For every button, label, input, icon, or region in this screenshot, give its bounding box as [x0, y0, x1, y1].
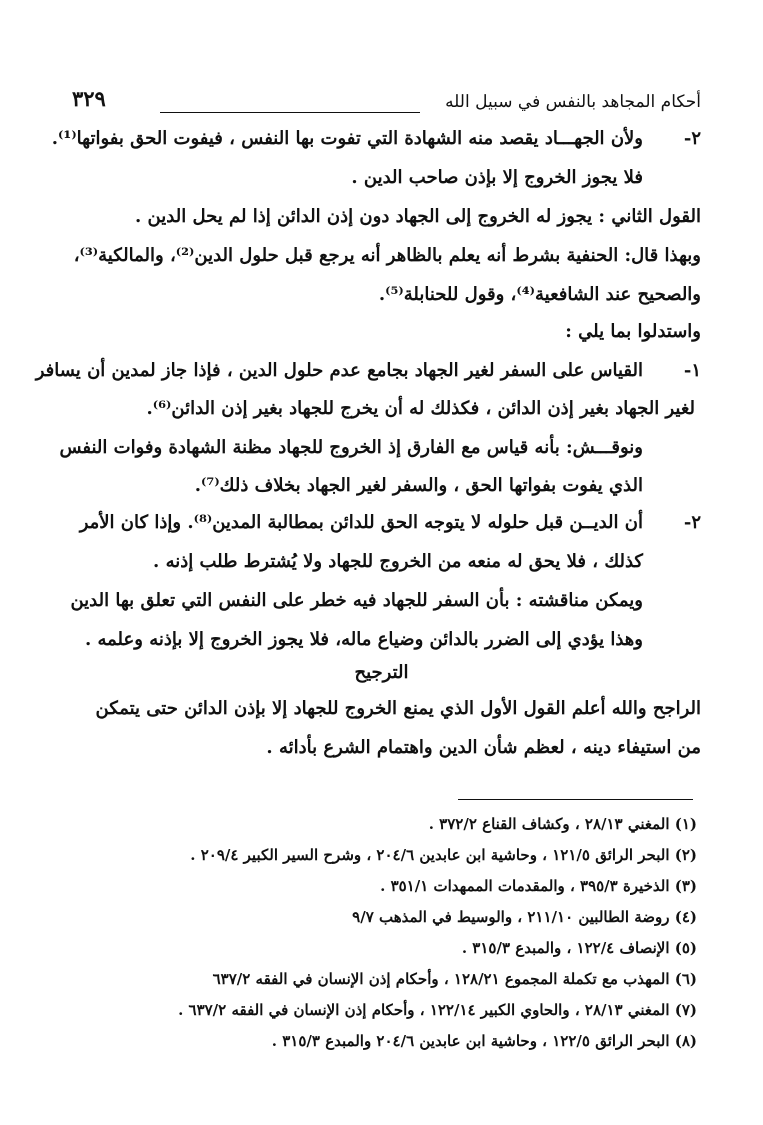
footnote-3: (٣) الذخيرة ٣٩٥/٣ ، والمقدمات الممهدات ٣٥١/١ .: [380, 877, 697, 895]
item-2-line-1: ولأن الجهـــاد يقصد منه الشهادة التي تفوت بها النفس ، فيفوت الحق بفواتها⁽¹⁾.: [51, 128, 643, 149]
running-header-title: أحكام المجاهد بالنفس في سبيل الله: [445, 92, 701, 112]
second-opinion-line-1: القول الثاني : يجوز له الخروج إلى الجهاد دون إذن الدائن إذا لم يحل الدين .: [135, 206, 701, 227]
evidence-2-number: ٢-: [683, 512, 701, 533]
footnote-8: (٨) البحر الرائق ١٢٢/٥ ، وحاشية ابن عابدين ٢٠٤/٦ والمبدع ٣١٥/٣ .: [271, 1032, 697, 1050]
header-rule: [160, 112, 420, 113]
footnote-6: (٦) المهذب مع تكملة المجموع ١٢٨/٢١ ، وأحكام إذن الإنسان في الفقه ٦٣٧/٢: [212, 970, 697, 988]
evidence-1-line-3: ونوقـــش: بأنه قياس مع الفارق إذ الخروج للجهاد مظنة الشهادة وفوات النفس: [59, 437, 643, 458]
evidence-2-line-4: وهذا يؤدي إلى الضرر بالدائن وضياع ماله، فلا يجوز الخروج إلا بإذنه وعلمه .: [84, 629, 643, 650]
footnote-1: (١) المغني ٢٨/١٣ ، وكشاف القناع ٣٧٢/٢ .: [428, 815, 697, 833]
evidence-2-line-3: ويمكن مناقشته : بأن السفر للجهاد فيه خطر على النفس التي تعلق بها الدين: [70, 590, 643, 611]
second-opinion-line-3: والصحيح عند الشافعية⁽⁴⁾، وقول للحنابلة⁽⁵⁾.: [378, 284, 701, 305]
evidence-2-line-2: كذلك ، فلا يحق له منعه من الخروج للجهاد ولا يُشترط طلب إذنه .: [153, 551, 643, 572]
footnote-2: (٢) البحر الرائق ١٢١/٥ ، وحاشية ابن عابدين ٢٠٤/٦ ، وشرح السير الكبير ٢٠٩/٤ .: [190, 846, 697, 864]
footnote-7: (٧) المغني ٢٨/١٣ ، والحاوي الكبير ١٢٢/١٤ ، وأحكام إذن الإنسان في الفقه ٦٣٧/٢ .: [178, 1001, 697, 1019]
second-opinion-line-2: وبهذا قال: الحنفية بشرط أنه يعلم بالظاهر أنه يرجع قبل حلول الدين⁽²⁾، والمالكية⁽³⁾،: [73, 245, 701, 266]
item-2-line-2: فلا يجوز الخروج إلا بإذن صاحب الدين .: [351, 167, 643, 188]
evidence-1-line-2: لغير الجهاد بغير إذن الدائن ، فكذلك له أن يخرج للجهاد بغير إذن الدائن⁽⁶⁾.: [146, 398, 695, 419]
tarjih-heading: الترجيح: [354, 662, 409, 683]
tarjih-line-1: الراجح والله أعلم القول الأول الذي يمنع الخروج للجهاد إلا بإذن الدائن حتى يتمكن: [95, 698, 701, 719]
evidence-1-line-1: القياس على السفر لغير الجهاد بجامع عدم حلول الدين ، فإذا جاز لمدين أن يسافر: [35, 360, 643, 381]
footnote-rule: [458, 799, 693, 800]
evidence-1-number: ١-: [683, 360, 701, 381]
page-number: ٣٢٩: [72, 86, 106, 111]
item-2-number: ٢-: [683, 128, 701, 149]
evidence-1-line-4: الذي يفوت بفواتها الحق ، والسفر لغير الجهاد بخلاف ذلك⁽⁷⁾.: [194, 475, 643, 496]
evidence-intro: واستدلوا بما يلي :: [565, 321, 701, 342]
evidence-2-line-1: أن الديــن قبل حلوله لا يتوجه الحق للدائن بمطالبة المدين⁽⁸⁾. وإذا كان الأمر: [79, 512, 643, 533]
tarjih-line-2: من استيفاء دينه ، لعظم شأن الدين واهتمام الشرع بأدائه .: [266, 737, 701, 758]
footnote-5: (٥) الإنصاف ١٢٢/٤ ، والمبدع ٣١٥/٣ .: [461, 939, 697, 957]
footnote-4: (٤) روضة الطالبين ٢١١/١٠ ، والوسيط في المذهب ٩/٧: [352, 908, 697, 926]
